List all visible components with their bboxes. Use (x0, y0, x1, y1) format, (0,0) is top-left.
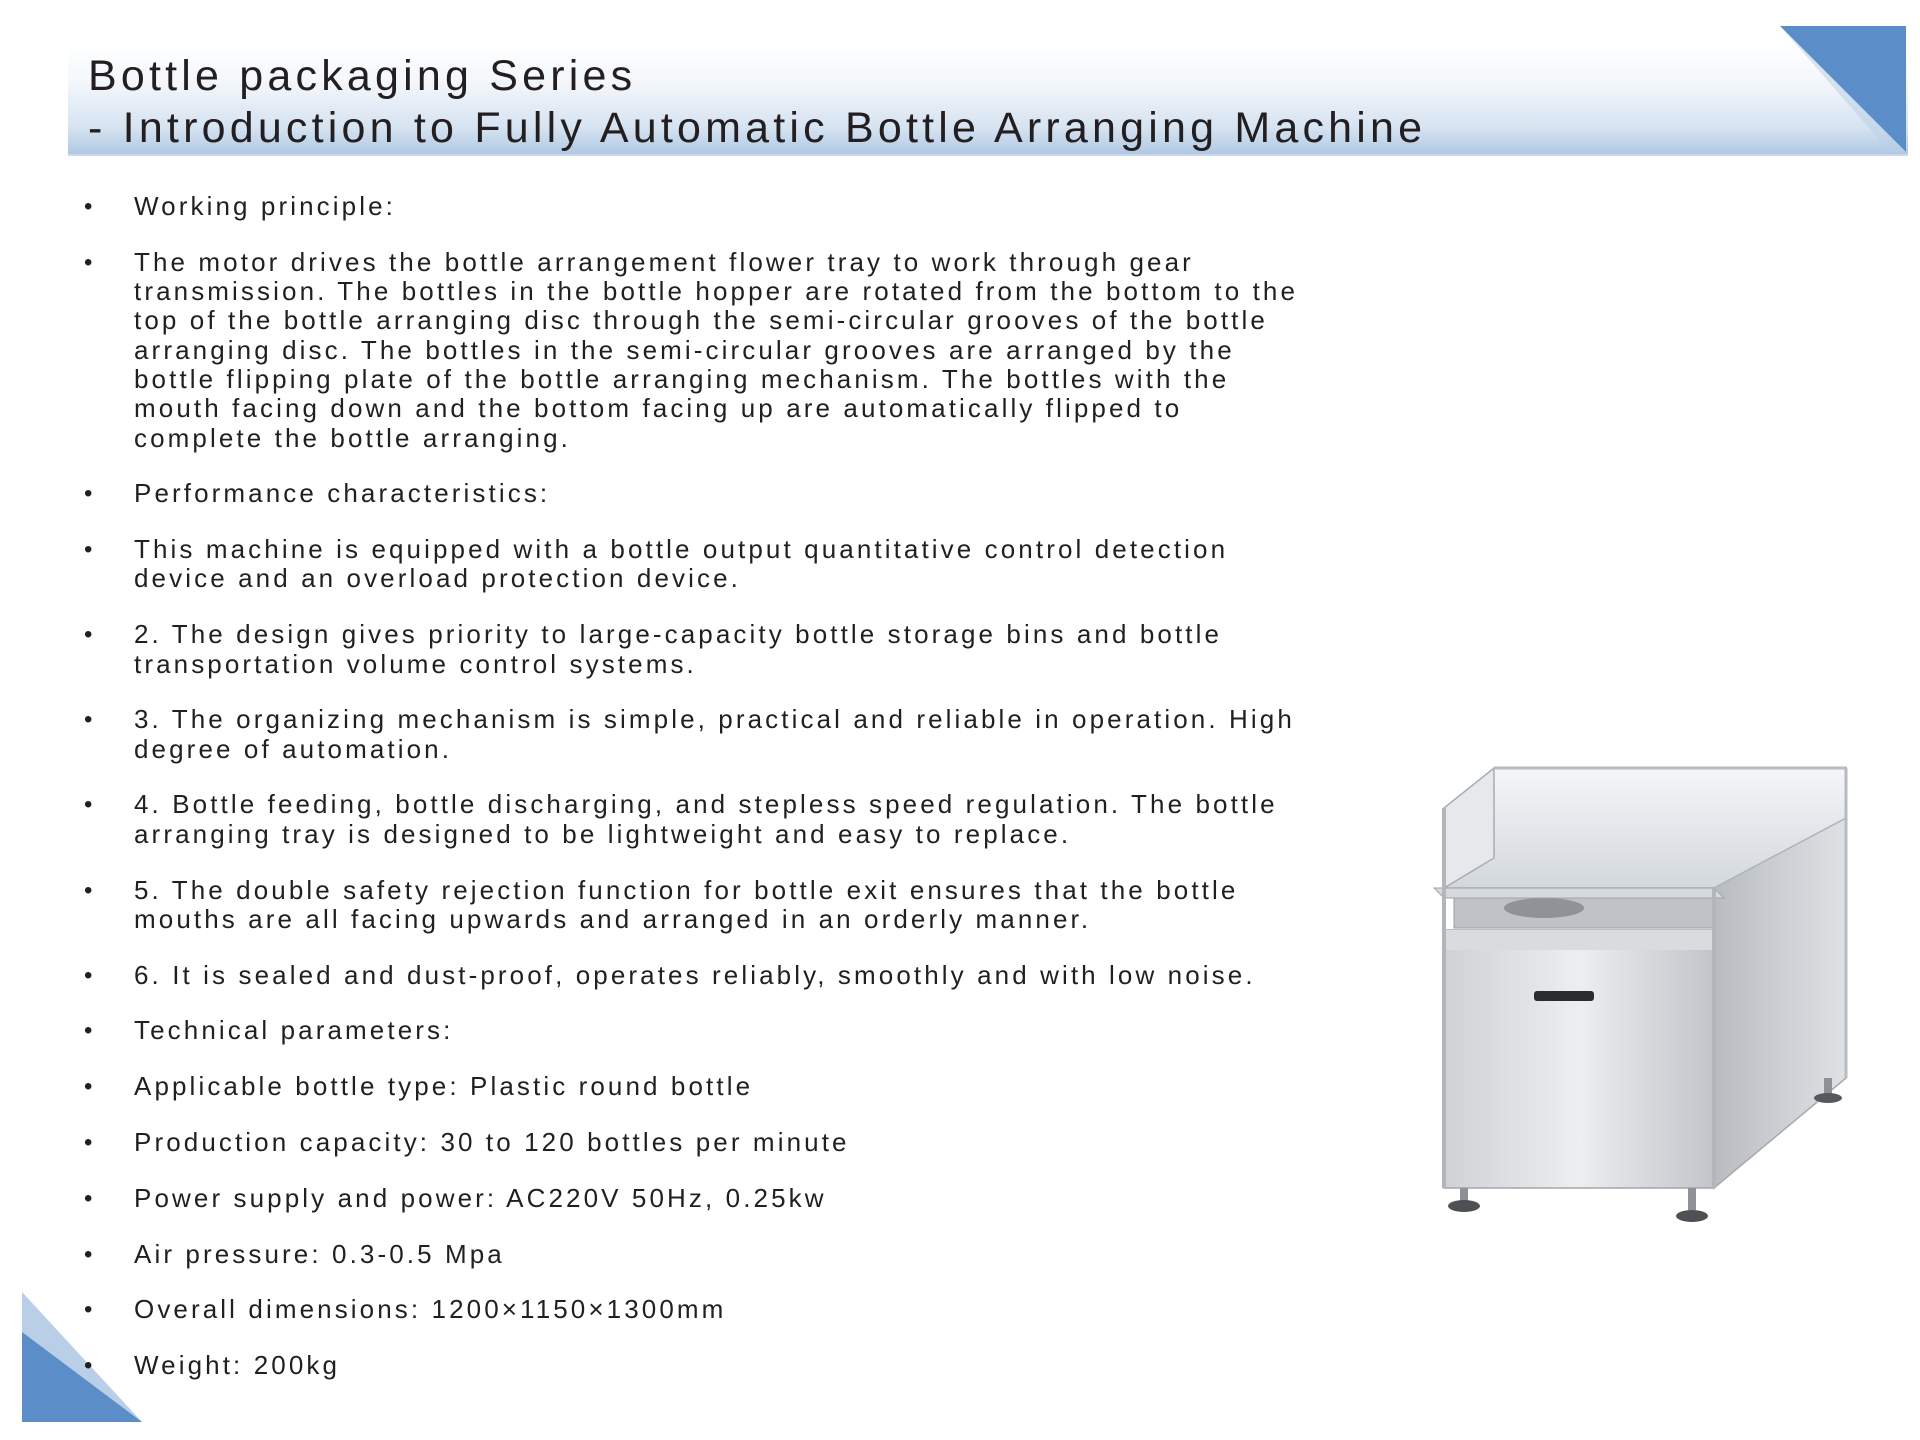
page-title-line-1: Bottle packaging Series (88, 52, 637, 100)
bullet-text: 3. The organizing mechanism is simple, practical and reliable in operation. High degree of automation. (134, 704, 1295, 764)
bullet-item (84, 1240, 1424, 1269)
bullet-dot: • (84, 536, 96, 564)
bullet-text: Working principle: (134, 191, 396, 221)
bullet-item (84, 192, 1424, 221)
bottle-arranging-machine-icon (1424, 748, 1866, 1234)
bullet-text: 5. The double safety rejection function for bottle exit ensures that the bottle mouths are all facing upwards and arranged in an orderly manner. (134, 874, 1239, 934)
bullet-list (84, 192, 1424, 1407)
bullet-text: 4. Bottle feeding, bottle discharging, and stepless speed regulation. The bottle arranging tray is designed to be lightweight and easy to replace. (134, 789, 1278, 849)
bullet-dot: • (84, 1073, 96, 1101)
bullet-text: Technical parameters: (134, 1015, 454, 1046)
bullet-item (84, 1072, 1424, 1101)
corner-triangle-top-right (1780, 22, 1910, 157)
bullet-dot: • (84, 1240, 96, 1268)
bullet-item (84, 1016, 1424, 1045)
bullet-text: 6. It is sealed and dust-proof, operates reliably, smoothly and with low noise. (134, 959, 1256, 990)
bullet-dot: • (84, 1296, 96, 1324)
bullet-item (84, 535, 1424, 594)
bullet-text: Power supply and power: AC220V 50Hz, 0.25kw (134, 1182, 827, 1213)
bullet-item (84, 248, 1424, 453)
bullet-text: The motor drives the bottle arrangement flower tray to work through gear transmission. The bottles in the bottle hopper are rotated from the bottom to the top of the bottle arranging disc through the semi-circular grooves of the bottle arranging disc. The bottles in the semi-circular grooves are arranged by the bottle flipping plate of the bottle arranging mechanism. The bottles with the mouth facing down and the bottom facing up are automatically flipped to complete the bottle arranging. (134, 246, 1299, 453)
bullet-item (84, 876, 1424, 935)
bullet-item (84, 1184, 1424, 1213)
bullet-dot: • (84, 961, 96, 989)
bullet-text: Weight: 200kg (134, 1350, 341, 1381)
bullet-text: 2. The design gives priority to large-capacity bottle storage bins and bottle transportation volume control systems. (134, 619, 1223, 679)
bullet-item (84, 1128, 1424, 1157)
bullet-dot: • (84, 791, 96, 819)
bullet-dot: • (84, 621, 96, 649)
bullet-dot: • (84, 480, 96, 508)
bullet-text: This machine is equipped with a bottle output quantitative control detection device and an overload protection device. (134, 534, 1229, 594)
bullet-text: Overall dimensions: 1200×1150×1300mm (134, 1294, 727, 1325)
bullet-item (84, 961, 1424, 990)
bullet-text: Performance characteristics: (134, 478, 551, 509)
bullet-dot: • (84, 706, 96, 734)
bullet-dot: • (84, 248, 96, 276)
bullet-text: Air pressure: 0.3-0.5 Mpa (134, 1238, 505, 1269)
bullet-item (84, 1351, 1424, 1380)
bullet-dot: • (84, 1352, 96, 1380)
header-divider (68, 154, 1908, 156)
bullet-text: Production capacity: 30 to 120 bottles per minute (134, 1127, 850, 1158)
bullet-text: Applicable bottle type: Plastic round bottle (134, 1071, 754, 1102)
bullet-item (84, 705, 1424, 764)
page-title-line-2: - Introduction to Fully Automatic Bottle Arranging Machine (88, 104, 1427, 152)
bullet-item (84, 620, 1424, 679)
bullet-dot: • (84, 1184, 96, 1212)
bullet-dot: • (84, 876, 96, 904)
bullet-dot: • (84, 1129, 96, 1157)
bullet-dot: • (84, 193, 96, 220)
bullet-item (84, 479, 1424, 508)
bullet-item (84, 1295, 1424, 1324)
bullet-dot: • (84, 1017, 96, 1045)
bullet-item (84, 790, 1424, 849)
